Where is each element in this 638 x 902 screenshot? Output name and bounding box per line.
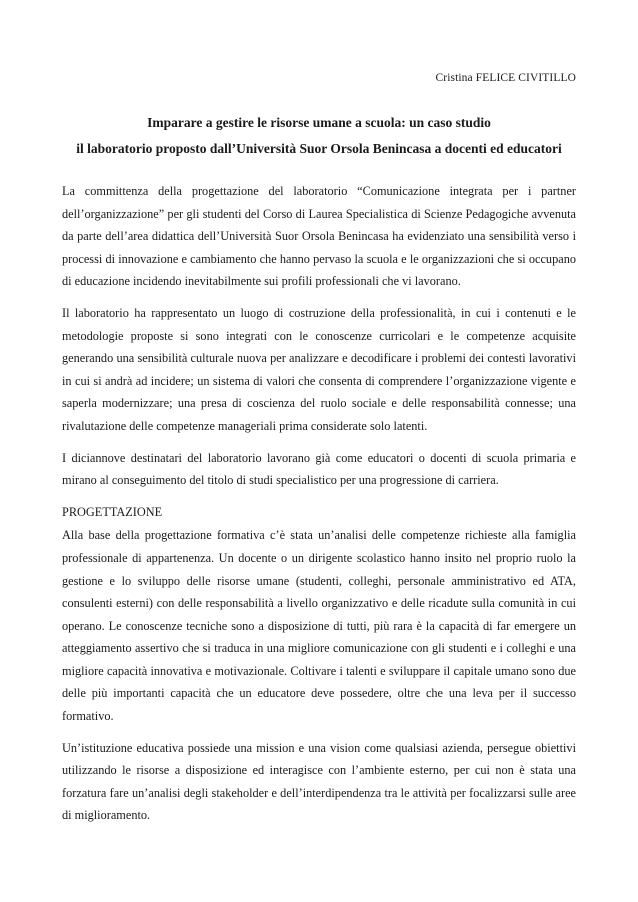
title-block xyxy=(62,110,576,162)
author-name: Cristina FELICE CIVITILLO xyxy=(435,72,576,84)
document-subtitle: il laboratorio proposto dall’Università Suor Orsola Benincasa a docenti ed educatori xyxy=(76,141,562,156)
paragraph-4: Alla base della progettazione formativa c’è stata un’analisi delle competenze richieste alla famiglia professionale di appartenenza. Un docente o un dirigente scolastico hanno insito nel proprio ruolo la gestione e lo sviluppo delle risorse umane (studenti, colleghi, personale amministrativo ed ATA, consulenti esterni) con delle responsabilità a livello organizzativo e delle ricadute sulla comunità in cui operano. Le conoscenze tecniche sono a disposizione di tutti, più rara è la capacità di far emergere un atteggiamento assertivo che si traduca in una migliore comunicazione con gli studenti e i colleghi e una migliore capacità innovativa e motivazionale. Coltivare i talenti e sviluppare il capitale umano sono due delle più importanti capacità che un educatore deve possedere, oltre che una leva per il successo formativo. xyxy=(62,528,576,724)
paragraph-5: Un’istituzione educativa possiede una mission e una vision come qualsiasi azienda, persegue obiettivi utilizzando le risorse a disposizione ed interagisce con l’ambiente esterno, per cui non è stata una forzatura fare un’analisi degli stakeholder e dell’interdipendenza tra le attività per focalizzarsi sulle aree di miglioramento. xyxy=(62,740,576,823)
paragraph-1: La committenza della progettazione del laboratorio “Comunicazione integrata per i partner dell’organizzazione” per gli studenti del Corso di Laurea Specialistica di Scienze Pedagogiche avvenuta da parte dell’area didattica dell’Università Suor Orsola Benincasa ha evidenziato una sensibilità verso i processi di innovazione e cambiamento che hanno pervaso la scuola e le organizzazioni che si occupano di educazione incidendo inevitabilmente sui profili professionali che vi lavorano. xyxy=(62,184,576,289)
paragraph-2: Il laboratorio ha rappresentato un luogo di costruzione della professionalità, in cui i contenuti e le metodologie proposte si sono integrati con le conoscenze curricolari e le competenze acquisite generando una sensibilità culturale nuova per analizzare e decodificare i problemi dei contesti lavorativi in cui si andrà ad incidere; un sistema di valori che consenta di comprendere l’organizzazione vigente e saperla modernizzare; una presa di coscienza del ruolo sociale e delle responsabilità connesse; una rivalutazione delle competenze manageriali prima considerate solo latenti. xyxy=(62,305,576,433)
body-text xyxy=(62,180,576,836)
paragraph-3: I diciannove destinatari del laboratorio lavorano già come educatori o docenti di scuola primaria e mirano al conseguimento del titolo di studi specialistico per una progressione di carriera. xyxy=(62,450,576,488)
document-title: Imparare a gestire le risorse umane a scuola: un caso studio xyxy=(147,115,491,130)
section-heading-progettazione: PROGETTAZIONE xyxy=(62,504,163,519)
